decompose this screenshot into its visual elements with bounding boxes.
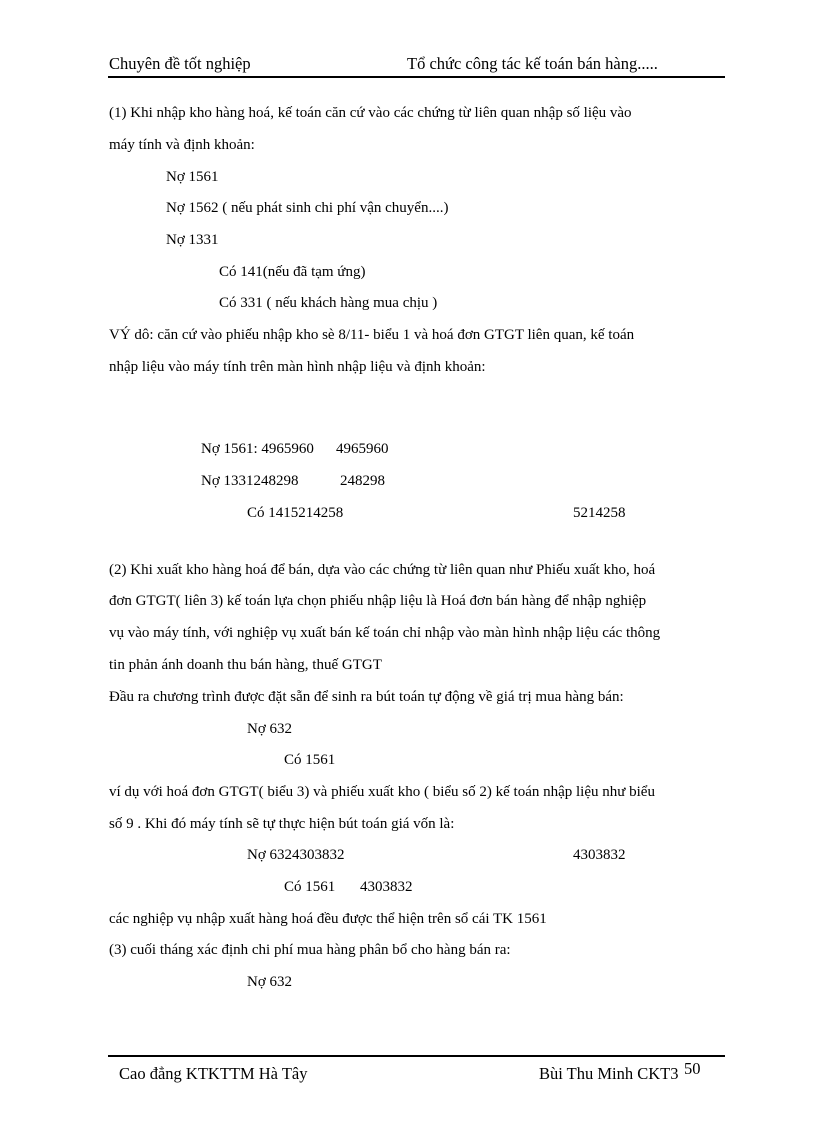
- body-line: các nghiệp vụ nhập xuất hàng hoá đều được thể hiện trên sổ cái TK 1561: [109, 911, 547, 927]
- entry-amount: 4965960: [336, 441, 389, 457]
- entry-line: Nợ 1561: 4965960: [201, 441, 314, 457]
- entry-line: Có 1415214258: [247, 505, 344, 521]
- footer-left-text: Cao đẳng KTKTTM Hà Tây: [119, 1064, 308, 1083]
- entry-amount: 248298: [340, 473, 385, 489]
- header-right-title: Tổ chức công tác kế toán bán hàng.....: [407, 54, 658, 73]
- body-line: đơn GTGT( liên 3) kế toán lựa chọn phiếu nhập liệu là Hoá đơn bán hàng để nhập nghiệp: [109, 593, 647, 609]
- header-left-title: Chuyên đề tốt nghiệp: [109, 54, 251, 73]
- body-line: Đầu ra chương trình được đặt sẵn để sinh ra bút toán tự động về giá trị mua hàng bán:: [109, 689, 624, 705]
- body-line: nhập liệu vào máy tính trên màn hình nhập liệu và định khoản:: [109, 359, 486, 375]
- entry-line: Nợ 1331248298: [201, 473, 299, 489]
- entry-line: Nợ 1561: [166, 169, 219, 185]
- entry-amount: 4303832: [360, 879, 413, 895]
- entry-amount: 4303832: [573, 847, 626, 863]
- entry-line: Có 1561: [284, 879, 336, 895]
- entry-line: Có 331 ( nếu khách hàng mua chịu ): [219, 295, 438, 311]
- entry-amount: 5214258: [573, 505, 626, 521]
- body-line: (3) cuối tháng xác định chi phí mua hàng phân bổ cho hàng bán ra:: [109, 942, 511, 958]
- page-number: 50: [684, 1059, 701, 1078]
- body-line: (2) Khi xuất kho hàng hoá để bán, dựa vào các chứng từ liên quan như Phiếu xuất kho, hoá: [109, 562, 656, 578]
- entry-line: Nợ 632: [247, 974, 293, 990]
- body-line: số 9 . Khi đó máy tính sẽ tự thực hiện bút toán giá vốn là:: [109, 816, 455, 832]
- footer-divider: [108, 1055, 725, 1057]
- body-line: VÝ dô: căn cứ vào phiếu nhập kho sè 8/11- biểu 1 và hoá đơn GTGT liên quan, kế toán: [109, 327, 635, 343]
- body-line: tin phản ánh doanh thu bán hàng, thuế GTGT: [109, 657, 382, 673]
- footer-right-text: Bùi Thu Minh CKT3: [539, 1064, 679, 1083]
- entry-line: Nợ 1562 ( nếu phát sinh chi phí vận chuyển....): [166, 200, 449, 216]
- body-line: máy tính và định khoản:: [109, 137, 255, 153]
- body-line: vụ vào máy tính, với nghiệp vụ xuất bán kế toán chỉ nhập vào màn hình nhập liệu các thông: [109, 625, 661, 641]
- body-line: ví dụ với hoá đơn GTGT( biểu 3) và phiếu xuất kho ( biểu số 2) kế toán nhập liệu như biểu: [109, 784, 655, 800]
- entry-line: Nợ 1331: [166, 232, 219, 248]
- entry-line: Nợ 6324303832: [247, 847, 345, 863]
- entry-line: Có 1561: [284, 752, 336, 768]
- header-divider: [108, 76, 725, 78]
- body-line: (1) Khi nhập kho hàng hoá, kế toán căn cứ vào các chứng từ liên quan nhập số liệu vào: [109, 105, 632, 121]
- entry-line: Nợ 632: [247, 721, 293, 737]
- entry-line: Có 141(nếu đã tạm ứng): [219, 264, 366, 280]
